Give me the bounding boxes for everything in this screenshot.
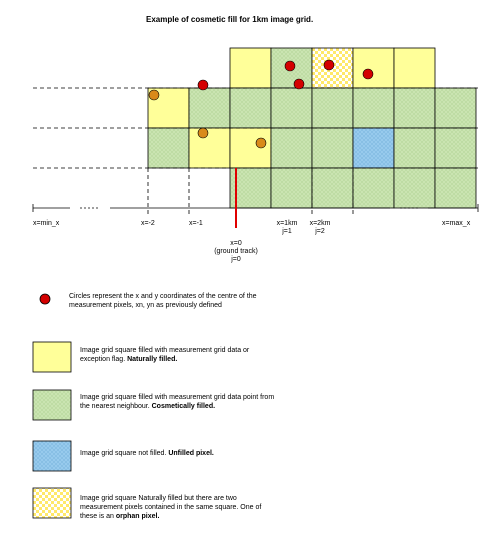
legend-circle-icon — [40, 294, 50, 304]
grid-cell-cosmetic — [189, 88, 230, 128]
grid-cell-cosmetic — [353, 168, 394, 208]
label-x-minus-2: x=-2 — [141, 220, 155, 227]
grid-cell-cosmetic — [435, 168, 476, 208]
legend-natural-text: Image grid square filled with measurement grid data or exception flag. Naturally filled. — [80, 347, 250, 363]
label-x-min: x=min_x — [33, 220, 60, 227]
label-x-minus-1: x=-1 — [189, 220, 203, 227]
grid-cell-natural — [189, 128, 230, 168]
measurement-pixel-dot — [324, 60, 334, 70]
grid-cell-natural — [230, 128, 271, 168]
legend-orphan-text: Image grid square Naturally filled but there are two measurement pixels contained in the same square. One of these is an orphan pixel. — [80, 495, 262, 520]
legend-circles-text: Circles represent the x and y coordinates of the centre of the measurement pixels, xn, yn as previously defined — [69, 293, 257, 309]
label-x-max: x=max_x — [442, 220, 471, 227]
grid-cell-cosmetic — [435, 88, 476, 128]
grid-cell-unfilled — [353, 128, 394, 168]
grid-cell-cosmetic — [435, 128, 476, 168]
legend-unfilled-swatch — [33, 441, 71, 471]
grid-cell-cosmetic — [312, 168, 353, 208]
grid-cell-cosmetic — [148, 128, 189, 168]
diagram-title: Example of cosmetic fill for 1km image grid. — [146, 15, 314, 24]
measurement-pixel-dot — [363, 69, 373, 79]
grid-cell-cosmetic — [312, 88, 353, 128]
label-x-1km: x=1km j=1 — [276, 220, 298, 235]
grid-cell-cosmetic — [312, 128, 353, 168]
grid-cell-cosmetic — [230, 88, 271, 128]
grid-cell-cosmetic — [353, 88, 394, 128]
grid-cell-natural — [230, 48, 271, 88]
grid-cell-cosmetic — [394, 168, 435, 208]
measurement-pixel-dot — [294, 79, 304, 89]
grid-cell-natural — [353, 48, 394, 88]
measurement-pixel-dot — [149, 90, 159, 100]
measurement-pixel-dot — [198, 128, 208, 138]
legend-cosmetic-text: Image grid square filled with measurement grid data point from the nearest neighbour. Cosmetically filled. — [80, 394, 275, 410]
measurement-pixel-dot — [198, 80, 208, 90]
grid-cell-cosmetic — [271, 168, 312, 208]
grid-cell-cosmetic — [271, 88, 312, 128]
measurement-pixel-dot — [256, 138, 266, 148]
grid-cell-natural — [394, 48, 435, 88]
legend-unfilled-text: Image grid square not filled. Unfilled pixel. — [80, 450, 214, 457]
grid-cell-cosmetic — [394, 128, 435, 168]
label-x-2km: x=2km j=2 — [309, 220, 331, 235]
grid-cell-cosmetic — [394, 88, 435, 128]
grid-cell-cosmetic — [271, 128, 312, 168]
legend-cosmetic-swatch — [33, 390, 71, 420]
legend-orphan-swatch — [33, 488, 71, 518]
label-ground-track: x=0 (ground track) j=0 — [214, 240, 258, 263]
measurement-pixel-dot — [285, 61, 295, 71]
legend-natural-swatch — [33, 342, 71, 372]
